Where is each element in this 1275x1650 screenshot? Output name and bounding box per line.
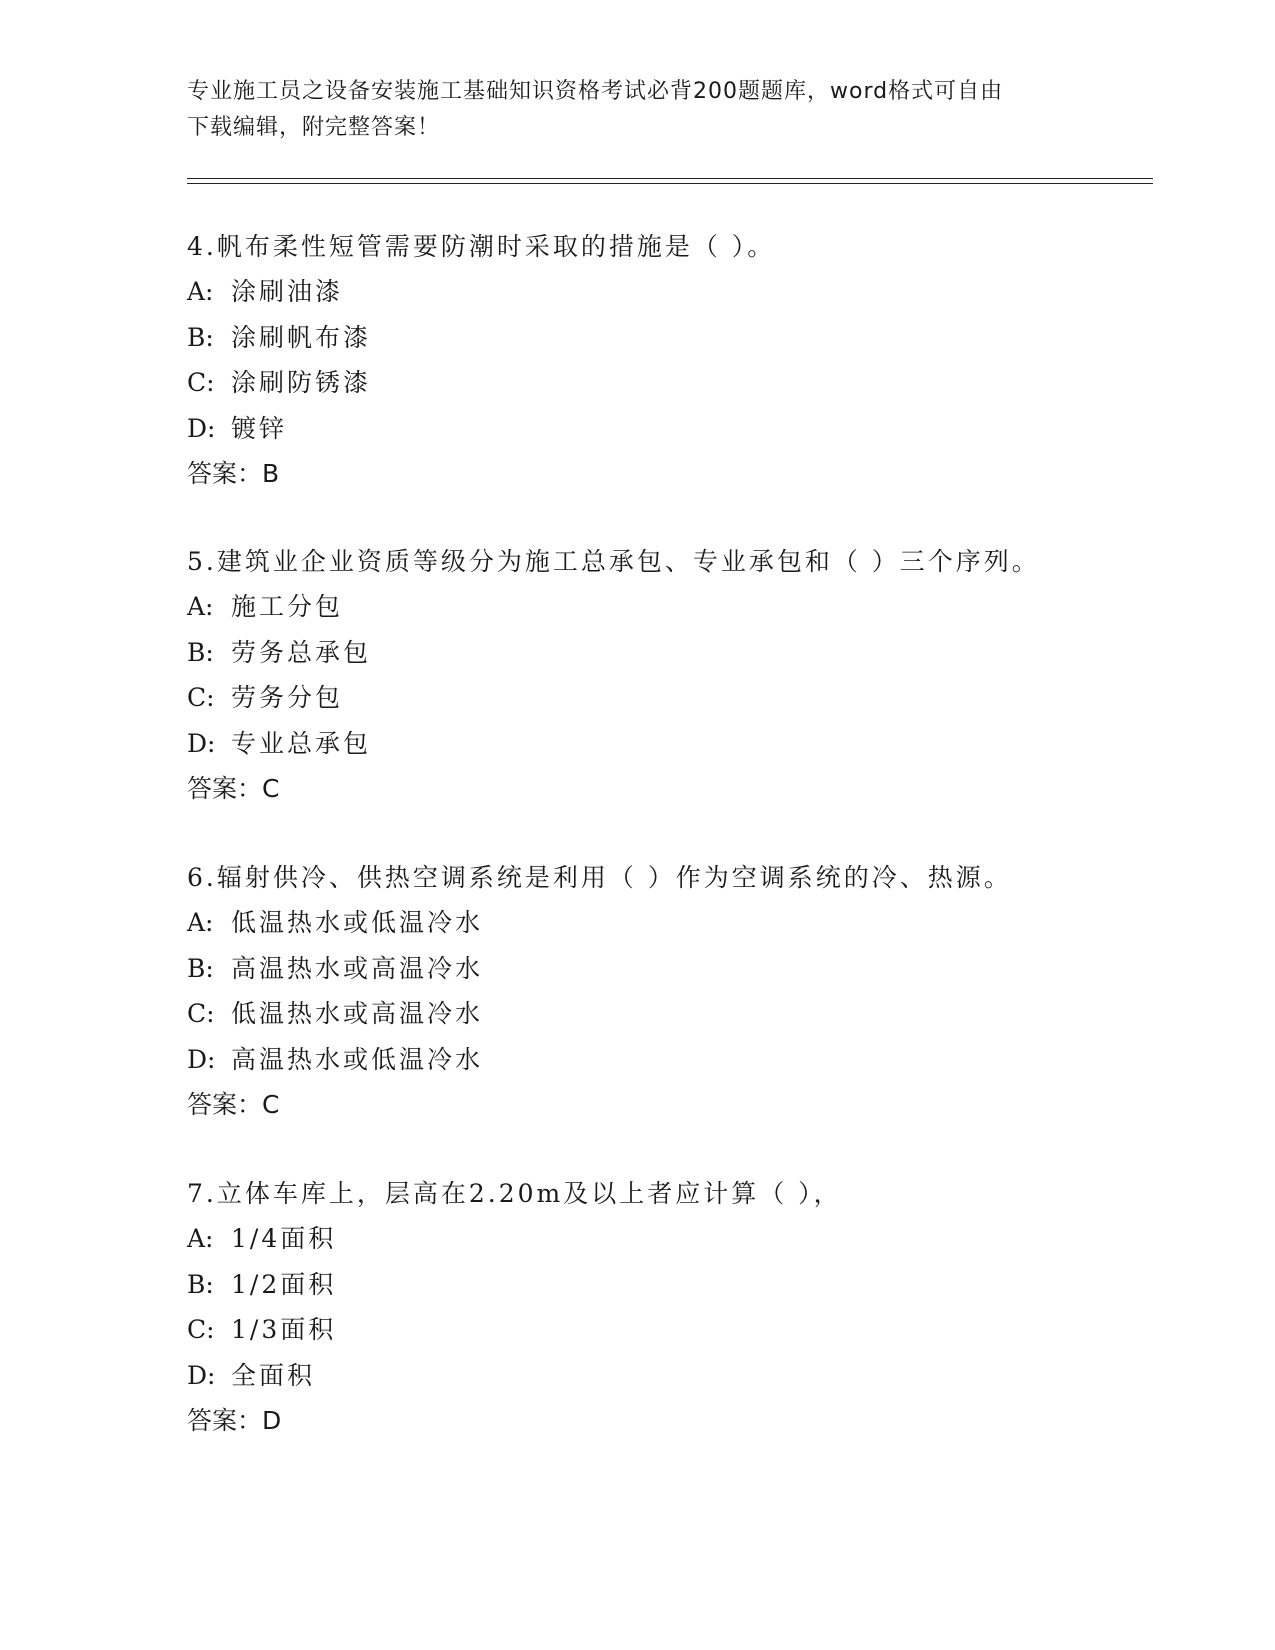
option-text: 涂刷帆布漆 — [231, 322, 372, 352]
option-letter: A: — [187, 592, 214, 621]
option-letter: C: — [187, 368, 215, 397]
option-b — [187, 315, 1147, 361]
option-d — [187, 1353, 1147, 1399]
header-double-rule — [187, 178, 1153, 184]
option-text: 劳务总承包 — [231, 637, 372, 667]
document-header — [187, 74, 1087, 146]
option-letter: B: — [187, 637, 214, 667]
option-text: 高温热水或高温冷水 — [231, 953, 484, 983]
option-a — [187, 269, 1147, 315]
option-letter: A: — [187, 277, 214, 306]
option-letter: C: — [187, 1315, 215, 1344]
option-letter: B: — [187, 953, 214, 983]
option-c — [187, 991, 1147, 1037]
question-stem: 6.辐射供冷、供热空调系统是利用（ ）作为空调系统的冷、热源。 — [187, 863, 1012, 892]
question-stem: 7.立体车库上，层高在2.20m及以上者应计算（ ）， — [187, 1179, 842, 1208]
option-letter: D: — [187, 728, 216, 758]
option-text: 1/3面积 — [231, 1315, 337, 1344]
answer-line: 答案：C — [187, 1090, 280, 1119]
option-letter: C: — [187, 999, 215, 1028]
question-stem: 4.帆布柔性短管需要防潮时采取的措施是（ ）。 — [187, 232, 776, 261]
option-text: 1/2面积 — [231, 1269, 337, 1299]
option-b — [187, 1262, 1147, 1308]
option-c — [187, 1307, 1147, 1353]
option-text: 施工分包 — [231, 592, 344, 621]
option-text: 1/4面积 — [231, 1224, 337, 1253]
option-text: 劳务分包 — [231, 683, 344, 712]
option-text: 镀锌 — [231, 413, 288, 443]
option-text: 涂刷油漆 — [231, 277, 344, 306]
option-text: 全面积 — [231, 1360, 316, 1390]
option-a — [187, 584, 1147, 630]
answer-line: 答案：D — [187, 1406, 282, 1435]
option-letter: D: — [187, 1044, 216, 1074]
option-text: 专业总承包 — [231, 728, 372, 758]
option-letter: A: — [187, 1224, 214, 1253]
option-d — [187, 406, 1147, 452]
answer-line: 答案：C — [187, 774, 280, 803]
question-stem: 5.建筑业企业资质等级分为施工总承包、专业承包和（ ）三个序列。 — [187, 547, 1040, 576]
option-letter: B: — [187, 1269, 214, 1299]
option-d — [187, 1037, 1147, 1083]
option-text: 低温热水或低温冷水 — [231, 908, 484, 937]
option-b — [187, 946, 1147, 992]
question-6 — [187, 855, 1147, 1127]
question-4 — [187, 224, 1147, 496]
option-letter: D: — [187, 413, 216, 443]
option-a — [187, 900, 1147, 946]
option-text: 低温热水或高温冷水 — [231, 999, 484, 1028]
option-letter: A: — [187, 908, 214, 937]
option-b — [187, 630, 1147, 676]
option-c — [187, 675, 1147, 721]
header-title-line-1: 专业施工员之设备安装施工基础知识资格考试必背200题题库，word格式可自由 — [187, 79, 1004, 104]
answer-line: 答案：B — [187, 459, 280, 488]
question-5 — [187, 539, 1147, 811]
option-letter: B: — [187, 322, 214, 352]
option-c — [187, 360, 1147, 406]
header-title-line-2: 下载编辑，附完整答案！ — [187, 115, 441, 140]
option-letter: D: — [187, 1360, 216, 1390]
option-a — [187, 1216, 1147, 1262]
option-d — [187, 721, 1147, 767]
option-text: 高温热水或低温冷水 — [231, 1044, 484, 1074]
option-letter: C: — [187, 683, 215, 712]
question-7 — [187, 1171, 1147, 1443]
option-text: 涂刷防锈漆 — [231, 368, 372, 397]
